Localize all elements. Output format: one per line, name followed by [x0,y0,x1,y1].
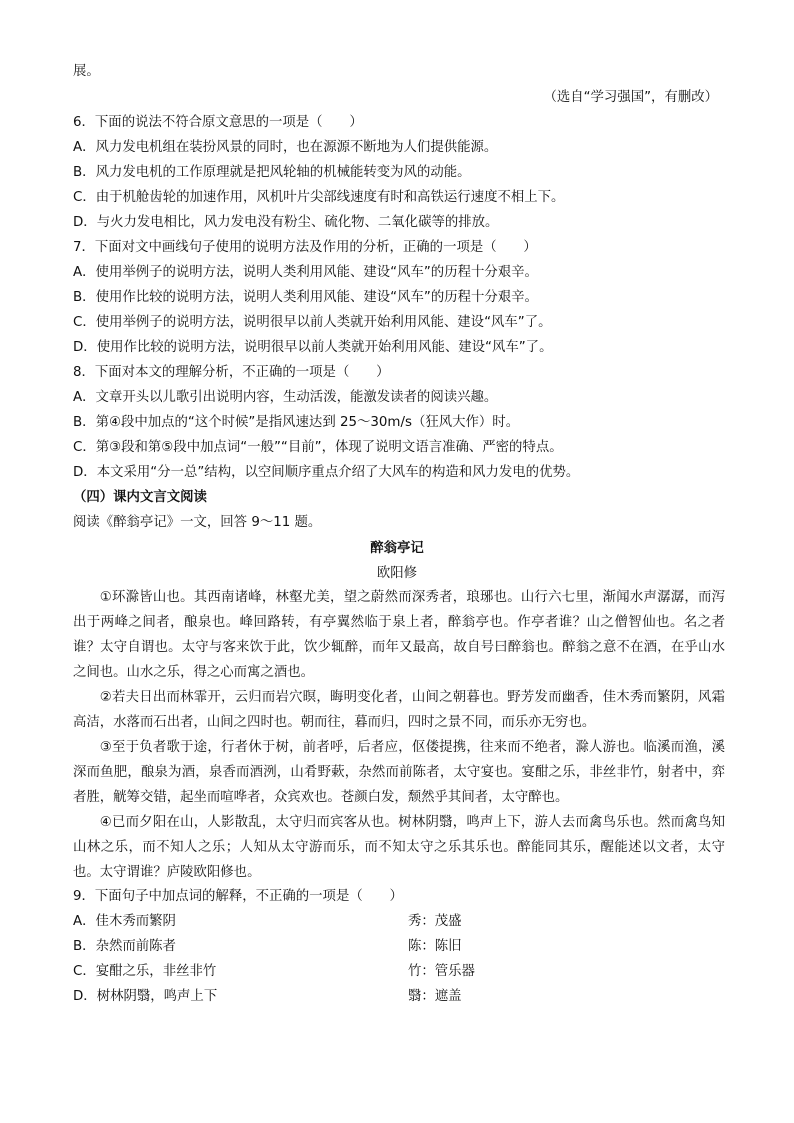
question-6-option-d: D．与火力发电相比，风力发电没有粉尘、硫化物、二氧化碳等的排放。 [73,215,499,230]
question-6-option-b: B．风力发电机的工作原理就是把风轮轴的机械能转变为风的动能。 [73,165,471,180]
question-7-option-d: D．使用作比较的说明方法，说明很早以前人类就开始利用风能、建设“风车”了。 [73,340,553,355]
question-9-stem: 9．下面句子中加点词的解释，不正确的一项是（ ） [73,889,403,904]
question-7-option-b: B．使用作比较的说明方法，说明人类利用风能、建设“风车”的历程十分艰辛。 [73,290,538,305]
passage-paragraph-4: ④已而夕阳在山，人影散乱，太守归而宾客从也。树林阴翳，鸣声上下，游人去而禽鸟乐也。然而禽鸟知山林之乐，而不知人之乐；人知从太守游而乐，而不知太守之乐其乐也。醉能同其乐，醒能述以文者，太守也。太守谓谁？庐陵欧阳修也。 [73,815,725,880]
question-9-option-a-sentence: A．佳木秀而繁阴 [73,914,176,929]
question-6-option-c: C．由于机舱齿轮的加速作用，风机叶片尖部线速度有时和高铁运行速度不相上下。 [73,190,565,205]
passage-paragraph-1: ①环滁皆山也。其西南诸峰，林壑尤美，望之蔚然而深秀者，琅琊也。山行六七里，渐闻水声潺潺，而泻出于两峰之间者，酿泉也。峰回路转，有亭翼然临于泉上者，醉翁亭也。作亭者谁？山之僧智仙也。名之者谁？太守自谓也。太守与客来饮于此，饮少辄醉，而年又最高，故自号曰醉翁也。醉翁之意不在酒，在乎山水之间也。山水之乐，得之心而寓之酒也。 [73,590,725,680]
question-8-option-a: A．文章开头以儿歌引出说明内容，生动活泼，能激发读者的阅读兴趣。 [73,390,498,405]
question-8-stem: 8．下面对本文的理解分析，不正确的一项是（ ） [73,365,390,380]
question-9-option-d-sentence: D．树林阴翳，鸣声上下 [73,989,218,1004]
question-7-stem: 7．下面对文中画线句子使用的说明方法及作用的分析，正确的一项是（ ） [73,240,537,255]
question-9-option-b-sentence: B．杂然而前陈者 [73,939,176,954]
question-9-option-c-gloss: 竹：管乐器 [408,964,475,979]
section-heading: （四）课内文言文阅读 [73,490,207,505]
question-9-option-d-gloss: 翳：遮盖 [408,989,462,1004]
source-note: （选自“学习强国”，有删改） [543,90,718,105]
question-6-stem: 6．下面的说法不符合原文意思的一项是（ ） [73,115,363,130]
question-8-option-d: D．本文采用“分一总”结构，以空间顺序重点介绍了大风车的构造和风力发电的优势。 [73,465,580,480]
question-7-option-c: C．使用举例子的说明方法，说明很早以前人类就开始利用风能、建设“风车”了。 [73,315,552,330]
passage-paragraph-3: ③至于负者歌于途，行者休于树，前者呼，后者应，伛偻提携，往来而不绝者，滁人游也。临溪而渔，溪深而鱼肥，酿泉为酒，泉香而酒洌，山肴野蔌，杂然而前陈者，太守宴也。宴酣之乐，非丝非竹，射者中，弈者胜，觥筹交错，起坐而喧哗者，众宾欢也。苍颜白发，颓然乎其间者，太守醉也。 [73,740,725,805]
section-instruction: 阅读《醉翁亭记》一文，回答 9～11 题。 [73,515,322,530]
question-8-option-c: C．第③段和第⑤段中加点词“一般”“目前”，体现了说明文语言准确、严密的特点。 [73,440,563,455]
question-8-option-b: B．第④段中加点的“这个时候”是指风速达到 25～30m/s（狂风大作）时。 [73,415,520,430]
question-7-option-a: A．使用举例子的说明方法，说明人类利用风能、建设“风车”的历程十分艰辛。 [73,265,538,280]
passage-paragraph-2: ②若夫日出而林霏开，云归而岩穴暝，晦明变化者，山间之朝暮也。野芳发而幽香，佳木秀而繁阴，风霜高洁，水落而石出者，山间之四时也。朝而往，暮而归，四时之景不同，而乐亦无穷也。 [73,690,725,730]
question-9-option-a-gloss: 秀：茂盛 [408,914,462,929]
question-9-option-b-gloss: 陈：陈旧 [408,939,462,954]
passage-author: 欧阳修 [376,566,418,581]
question-6-option-a: A．风力发电机组在装扮风景的同时，也在源源不断地为人们提供能源。 [73,140,498,155]
question-9-option-c-sentence: C．宴酣之乐，非丝非竹 [73,964,217,979]
passage-title: 醉翁亭记 [370,541,424,556]
continued-text: 展。 [73,64,100,79]
